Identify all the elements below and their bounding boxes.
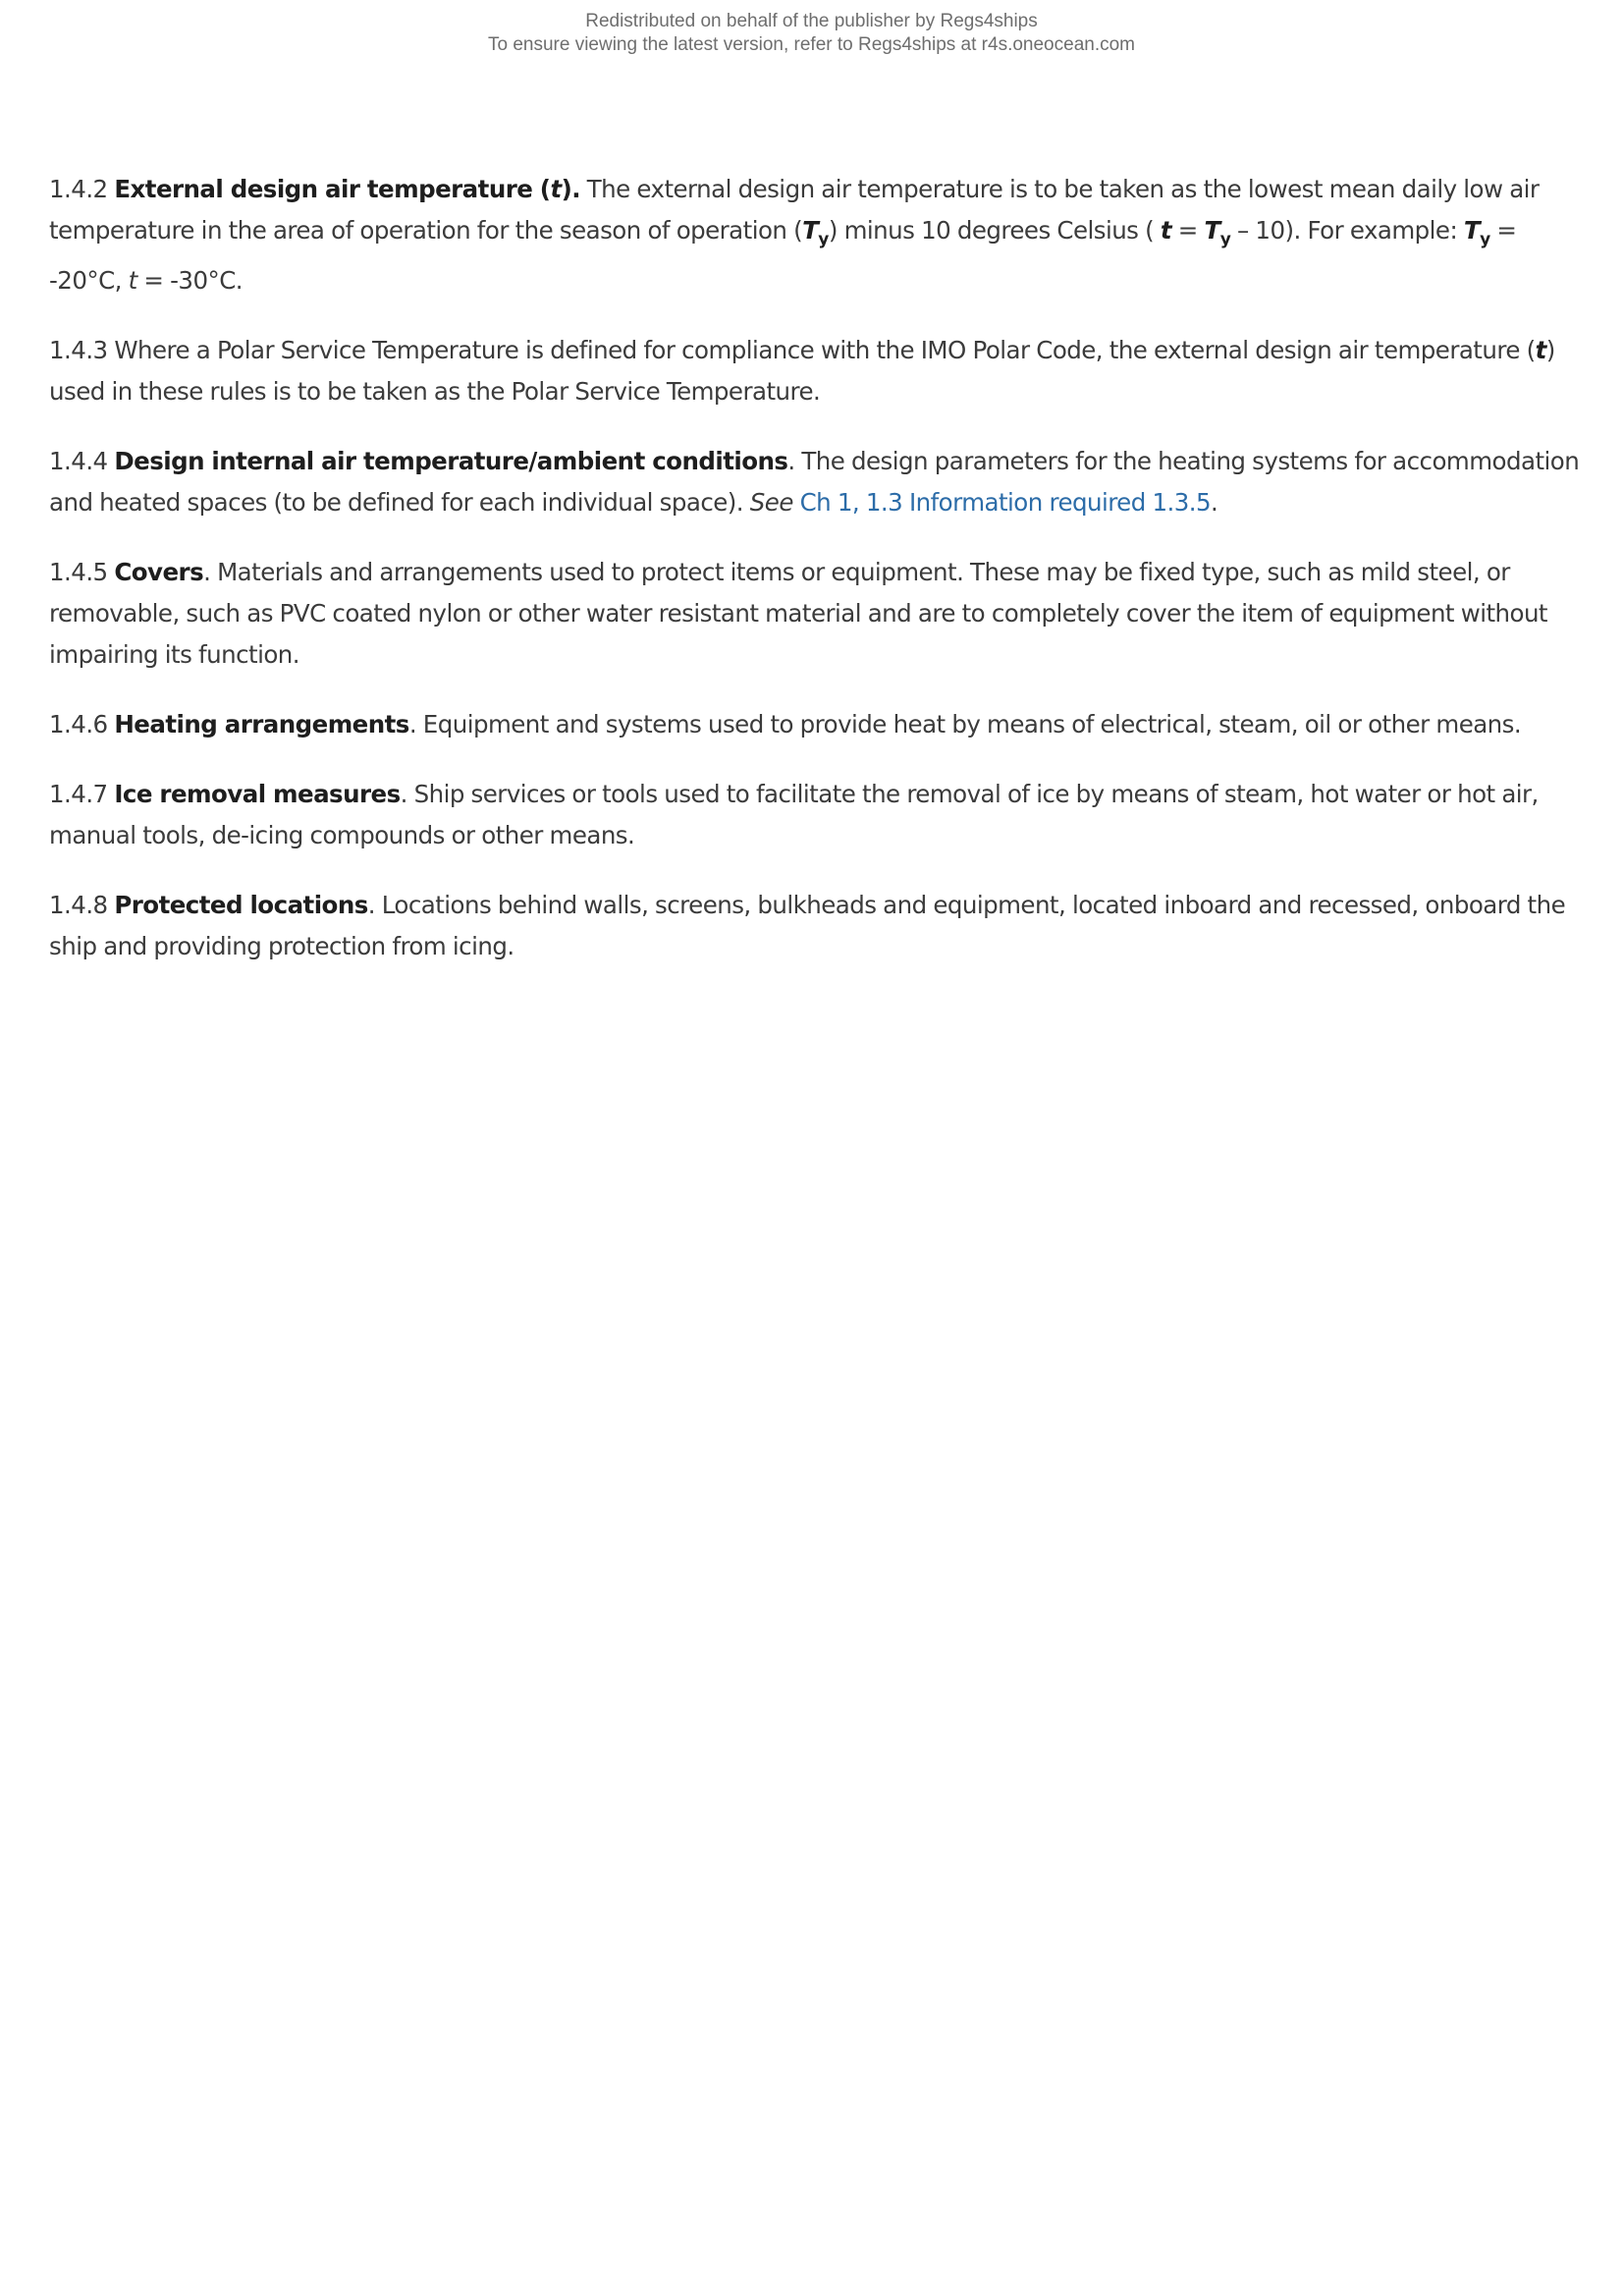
paragraph-1-4-5: [49, 552, 1581, 676]
clause-term: Protected locations: [114, 891, 368, 919]
clause-term: Ice removal measures: [114, 780, 401, 808]
banner-line-2: To ensure viewing the latest version, refer to Regs4ships at r4s.oneocean.com: [487, 34, 1136, 55]
variable-t: t: [128, 266, 137, 295]
clause-text: . Materials and arrangements used to protect items or equipment. These may be fixed type, such as mild steel, or removable, such as PVC coated nylon or other water resistant material and are to completely cover the item of equipment without impairing its function.: [49, 558, 1547, 669]
paragraph-1-4-4: [49, 441, 1581, 523]
see-reference: See: [749, 488, 793, 517]
clause-text: ) minus 10 degrees Celsius (: [828, 216, 1161, 245]
clause-number: 1.4.4: [49, 447, 108, 475]
paragraph-1-4-3: [49, 330, 1581, 412]
variable-T: T: [1204, 216, 1220, 245]
paragraph-1-4-2: [49, 169, 1581, 301]
clause-number: 1.4.7: [49, 780, 108, 808]
banner-line-1: Redistributed on behalf of the publisher by Regs4ships: [585, 11, 1038, 31]
paragraph-1-4-8: [49, 885, 1581, 967]
clause-text: = -20°C,: [49, 216, 1517, 295]
term-variable: t: [550, 175, 562, 203]
clause-text: . Equipment and systems used to provide heat by means of electrical, steam, oil or other means.: [408, 710, 1522, 738]
clause-number: 1.4.8: [49, 891, 108, 919]
clause-text: – 10). For example:: [1230, 216, 1464, 245]
clause-number: 1.4.5: [49, 558, 108, 586]
paragraph-1-4-6: [49, 704, 1581, 745]
clause-text: Where a Polar Service Temperature is defined for compliance with the IMO Polar Code, the external design air temperature (: [107, 336, 1536, 364]
document-body: [49, 169, 1581, 996]
clause-text: .: [1211, 488, 1218, 517]
clause-text: . Locations behind walls, screens, bulkheads and equipment, located inboard and recessed, onboard the ship and providing protection from icing.: [49, 891, 1566, 960]
clause-term: Design internal air temperature/ambient conditions: [114, 447, 788, 475]
term-text: External design air temperature (: [114, 175, 551, 203]
clause-term: Heating arrangements: [114, 710, 409, 738]
clause-number: 1.4.2: [49, 175, 108, 203]
subscript-y: y: [818, 230, 829, 249]
clause-term: [114, 175, 580, 203]
variable-t: t: [1160, 216, 1172, 245]
clause-text: =: [1171, 216, 1205, 245]
clause-text: . The design parameters for the heating systems for accommodation and heated spaces (to be defined for each individual space).: [49, 447, 1580, 517]
variable-T: T: [1463, 216, 1481, 245]
paragraph-1-4-7: [49, 774, 1581, 856]
clause-term: Covers: [114, 558, 204, 586]
clause-text: The external design air temperature is to be taken as the lowest mean daily low air temperature in the area of operation for the season of operation (: [49, 175, 1540, 245]
variable-t: t: [1535, 336, 1546, 364]
term-end: ).: [561, 175, 581, 203]
clause-number: 1.4.6: [49, 710, 108, 738]
clause-text: . Ship services or tools used to facilitate the removal of ice by means of steam, hot water or hot air, manual tools, de-icing compounds or other means.: [49, 780, 1539, 849]
cross-reference-link[interactable]: Ch 1, 1.3 Information required 1.3.5: [799, 488, 1212, 517]
clause-number: 1.4.3: [49, 336, 108, 364]
variable-T: T: [802, 216, 819, 245]
subscript-y: y: [1219, 230, 1231, 249]
clause-text: = -30°C.: [136, 266, 243, 295]
subscript-y: y: [1480, 230, 1490, 249]
redistribution-banner: [0, 10, 1623, 57]
clause-text: ) used in these rules is to be taken as the Polar Service Temperature.: [49, 336, 1555, 406]
